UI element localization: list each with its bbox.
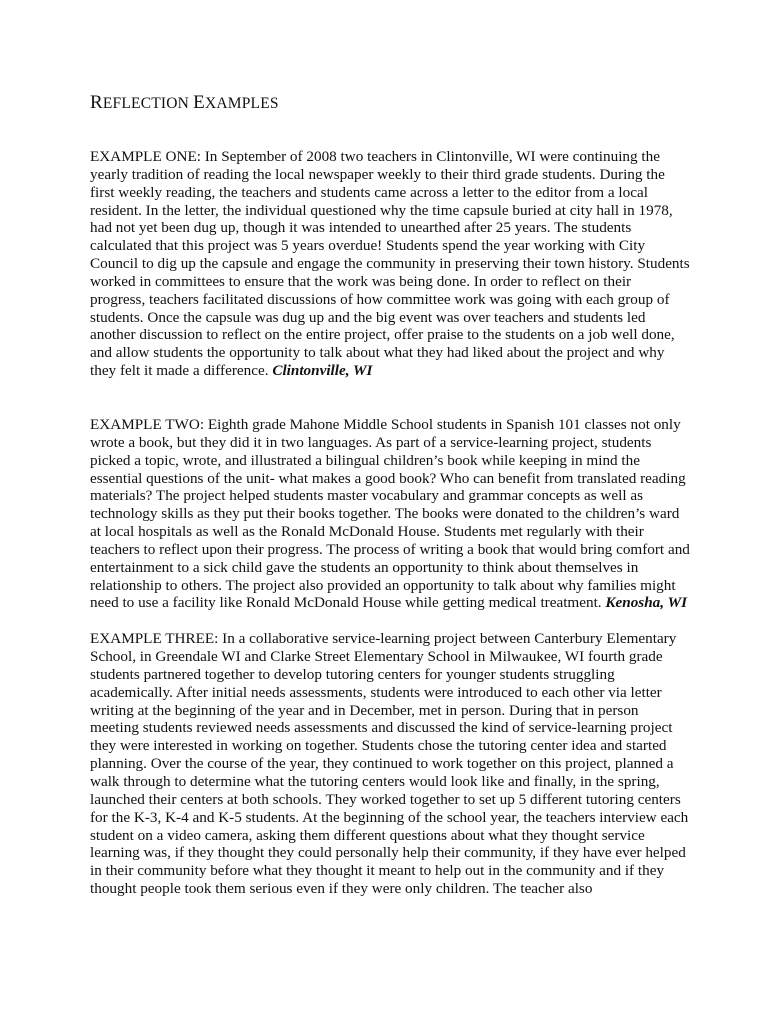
document-page bbox=[90, 92, 690, 898]
example-three-paragraph bbox=[90, 630, 690, 898]
example-one-text: EXAMPLE ONE: In September of 2008 two teachers in Clintonville, WI were continuing the yearly tradition of reading the local newspaper weekly to their third grade students. During the first weekly reading, the teachers and students came across a letter to the editor from a local resident. In the letter, the individual questioned why the time capsule buried at city hall in 1978, had not yet been dug up, though it was intended to unearthed after 25 years. The students calculated that this project was 5 years overdue! Students spend the year working with City Council to dig up the capsule and engage the community in preserving their town history. Students worked in committees to ensure that the work was being done. In order to reflect on their progress, teachers facilitated discussions of how committee work was going with each group of students. Once the capsule was dug up and the big event was over teachers and students led another discussion to reflect on the entire project, offer praise to the students on a job well done, and allow students the opportunity to talk about what they had liked about the project and why they felt it made a difference. bbox=[90, 148, 690, 380]
example-one-location: Clintonville, WI bbox=[272, 362, 373, 380]
page-title bbox=[90, 92, 690, 114]
title-word-2-rest: XAMPLES bbox=[204, 95, 279, 112]
example-two-paragraph bbox=[90, 416, 690, 612]
example-one-paragraph bbox=[90, 148, 690, 380]
paragraph-spacer bbox=[90, 380, 690, 416]
example-two-text: EXAMPLE TWO: Eighth grade Mahone Middle School students in Spanish 101 classes not only wrote a book, but they did it in two languages. As part of a service-learning project, students picked a topic, wrote, and illustrated a bilingual children’s book while keeping in mind the essential questions of the unit- what makes a good book? Who can benefit from translated reading materials? The project helped students master vocabulary and grammar concepts as well as technology skills as they put their books together. The books were donated to the children’s ward at local hospitals as well as the Ronald McDonald House. Students met regularly with their teachers to reflect upon their progress. The process of writing a book that would bring comfort and entertainment to a sick child gave the students an opportunity to think about themselves in relationship to others. The project also provided an opportunity to talk about why families might need to use a facility like Ronald McDonald House while getting medical treatment. bbox=[90, 415, 690, 612]
example-two-location: Kenosha, WI bbox=[605, 594, 687, 612]
paragraph-spacer bbox=[90, 612, 690, 630]
title-initial-2: E bbox=[193, 92, 205, 113]
example-three-text: EXAMPLE THREE: In a collaborative service-learning project between Canterbury Elementary School, in Greendale WI and Clarke Street Elementary School in Milwaukee, WI fourth grade students partnered together to develop tutoring centers for younger students struggling academically. After initial needs assessments, students were introduced to each other via letter writing at the beginning of the year and in December, met in person. During that in person meeting students reviewed needs assessments and discussed the kind of service-learning project they were interested in working on together. Students chose the tutoring center idea and started planning. Over the course of the year, they continued to work together on this project, planned a walk through to determine what the tutoring centers would look like and finally, in the spring, launched their centers at both schools. They worked together to set up 5 different tutoring centers for the K-3, K-4 and K-5 students. At the beginning of the school year, the teachers interview each student on a video camera, asking them different questions about what they thought service learning was, if they thought they could personally help their community, if they have ever helped in their community before what they thought it meant to help out in the community and if they thought people took them serious even if they were only children. The teacher also bbox=[90, 630, 689, 898]
title-word-1-rest: EFLECTION bbox=[102, 95, 190, 112]
title-initial-1: R bbox=[90, 92, 103, 113]
